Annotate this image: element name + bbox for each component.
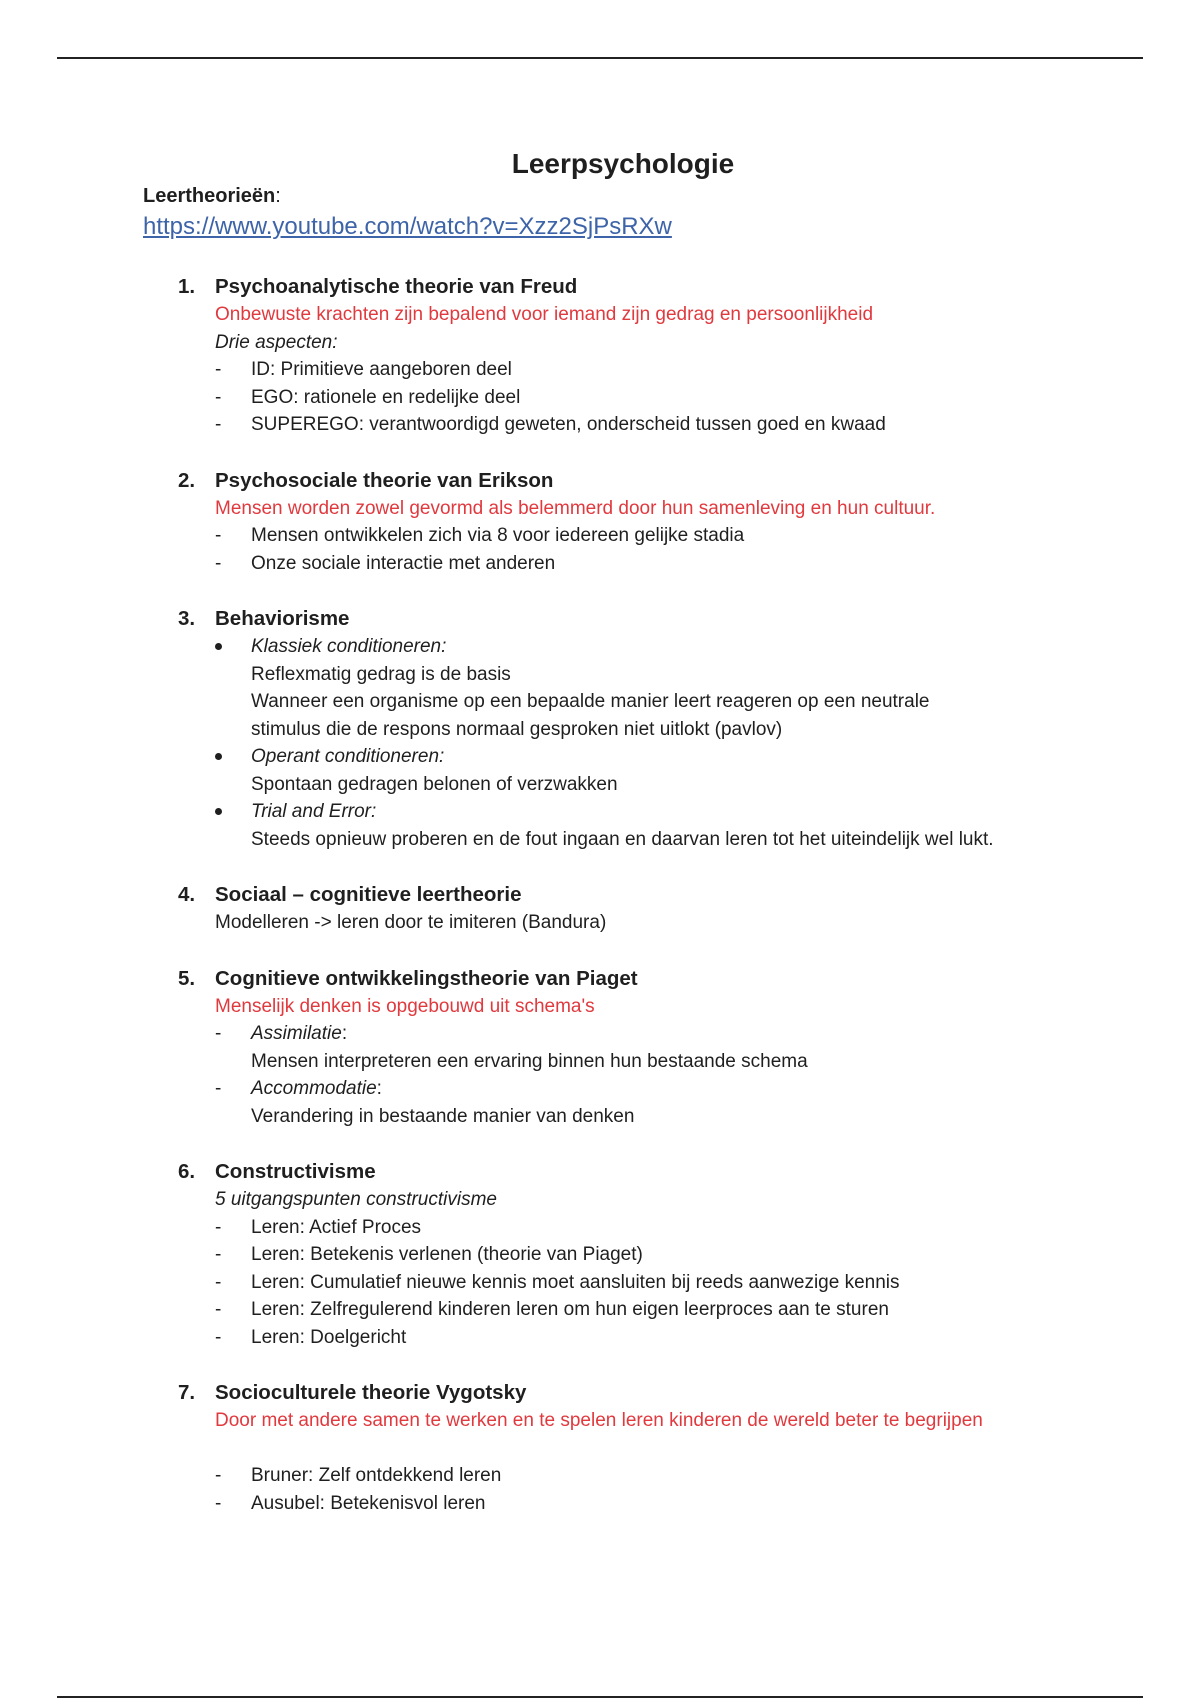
dash-marker: - [215,525,222,546]
bullet-item [215,743,1103,798]
list-item [215,1075,1103,1130]
bullet-line: Steeds opnieuw proberen en de fout ingaan en daarvan leren tot het uiteindelijk wel lukt. [251,828,994,850]
list-item-text: Onze sociale interactie met anderen [251,552,556,574]
dash-marker: - [215,1271,222,1293]
bullet-dot-icon [215,808,222,815]
bullet-line: Reflexmatig gedrag is de basis [251,663,511,685]
list-item [215,1490,1103,1518]
section-number: 4. [178,883,196,906]
section-heading: Constructivisme [215,1160,376,1183]
section-vygotsky [143,1379,1103,1517]
dash-marker: - [215,1023,222,1044]
section-constructivisme [143,1158,1103,1351]
section-text: Modelleren -> leren door te imiteren (Bandura) [215,912,607,933]
dash-marker: - [215,359,222,380]
section-freud [143,273,1103,439]
intro-label-colon: : [275,185,281,207]
section-piaget [143,965,1103,1131]
list-item [215,1462,1103,1490]
intro-label [143,182,1103,210]
dash-marker: - [215,1492,222,1514]
page-title: Leerpsychologie [511,148,735,179]
list-item [215,1296,1103,1324]
dash-marker: - [215,1244,222,1265]
dash-marker: - [215,1465,222,1486]
bullet-item [215,798,1103,853]
dash-marker: - [215,414,222,435]
section-number: 3. [178,607,196,630]
section-heading: Cognitieve ontwikkelingstheorie van Piaget [215,966,638,990]
section-heading: Socioculturele theorie Vygotsky [215,1381,527,1404]
youtube-link[interactable]: https://www.youtube.com/watch?v=Xzz2SjPsRXw [143,213,672,240]
section-heading: Sociaal – cognitieve leertheorie [215,883,522,906]
list-item-text: Mensen ontwikkelen zich via 8 voor iedereen gelijke stadia [251,525,745,546]
list-item-term: Assimilatie [251,1023,342,1044]
list-item-text: Leren: Cumulatief nieuwe kennis moet aansluiten bij reeds aanwezige kennis [251,1271,900,1293]
section-number: 6. [178,1160,196,1183]
dash-marker: - [215,1216,222,1238]
section-erikson [143,467,1103,578]
bullet-line: stimulus die de respons normaal gesproken niet uitlokt (pavlov) [251,718,783,740]
blank-line [215,1435,1103,1463]
list-item-colon: : [376,1078,382,1099]
bullet-term: Trial and Error: [251,801,377,822]
bullet-line: Spontaan gedragen belonen of verzwakken [251,773,618,795]
document-body [143,146,1103,1517]
list-item-text: Leren: Actief Proces [251,1216,422,1238]
list-item-text: Bruner: Zelf ontdekkend leren [251,1465,502,1486]
section-number: 7. [178,1381,196,1404]
list-item [215,1269,1103,1297]
list-item [215,1241,1103,1269]
section-heading: Behaviorisme [215,607,350,630]
list-item-text: Leren: Betekenis verlenen (theorie van Piaget) [251,1244,643,1265]
list-item [215,384,1103,412]
section-behaviorisme [143,605,1103,853]
section-heading: Psychosociale theorie van Erikson [215,468,554,492]
section-summary: Door met andere samen te werken en te spelen leren kinderen de wereld beter te begrijpen [215,1410,983,1431]
list-item [215,411,1103,439]
list-item-text: EGO: rationele en redelijke deel [251,386,521,408]
section-heading: Psychoanalytische theorie van Freud [215,275,578,298]
list-item-text: Mensen interpreteren een ervaring binnen hun bestaande schema [251,1050,808,1072]
bullet-dot-icon [215,753,222,760]
list-item [215,522,1103,550]
dash-marker: - [215,1326,222,1348]
dash-marker: - [215,1299,222,1320]
list-item-text: SUPEREGO: verantwoordigd geweten, onderscheid tussen goed en kwaad [251,414,886,435]
bullet-term: Klassiek conditioneren: [251,636,447,657]
list-item-text: ID: Primitieve aangeboren deel [251,359,512,380]
bullet-line: Wanneer een organisme op een bepaalde manier leert reageren op een neutrale [251,691,930,712]
list-item-colon: : [341,1023,348,1044]
list-item-text: Ausubel: Betekenisvol leren [251,1492,486,1514]
bullet-dot-icon [215,643,222,650]
list-item-text: Leren: Zelfregulerend kinderen leren om hun eigen leerproces aan te sturen [251,1299,889,1320]
top-rule [57,57,1143,59]
dash-marker: - [215,1078,222,1099]
section-sociaal-cognitief [143,881,1103,937]
list-item-term-line [251,1075,1103,1103]
bullet-item [215,633,1103,743]
list-item-text: Leren: Doelgericht [251,1326,407,1348]
section-number: 1. [178,275,196,298]
list-item [215,1214,1103,1242]
section-subheading: Drie aspecten: [215,331,338,353]
dash-marker: - [215,386,222,408]
section-number: 5. [178,966,196,990]
section-summary: Mensen worden zowel gevormd als belemmerd door hun samenleving en hun cultuur. [215,497,936,519]
section-number: 2. [178,468,196,492]
list-item [215,1324,1103,1352]
list-item-term: Accommodatie [251,1078,377,1099]
list-item-term-line [251,1020,1103,1048]
list-item [215,1020,1103,1075]
dash-marker: - [215,552,222,574]
section-summary: Menselijk denken is opgebouwd uit schema's [215,995,595,1017]
list-item [215,356,1103,384]
section-summary: Onbewuste krachten zijn bepalend voor iemand zijn gedrag en persoonlijkheid [215,304,874,325]
section-subheading: 5 uitgangspunten constructivisme [215,1189,497,1210]
bullet-term: Operant conditioneren: [251,746,445,767]
list-item-text: Verandering in bestaande manier van denken [251,1105,635,1127]
bottom-rule [57,1696,1143,1698]
list-item [215,550,1103,578]
intro-label-text: Leertheorieën [143,185,276,207]
